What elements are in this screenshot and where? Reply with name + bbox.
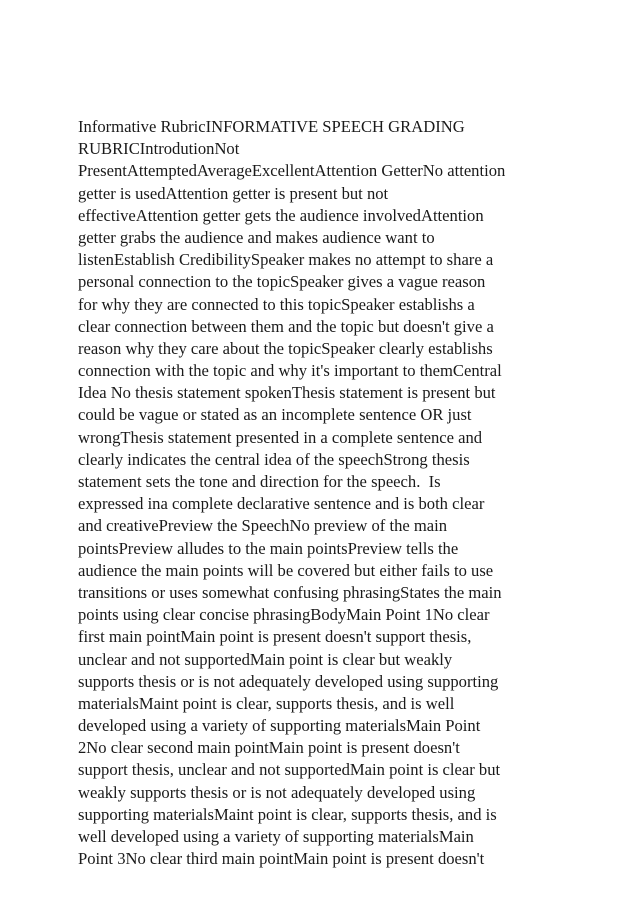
text-line: effectiveAttention getter gets the audience involvedAttention [78,205,484,225]
text-line: unclear and not supportedMain point is clear but weakly [78,649,453,669]
text-line: 2No clear second main pointMain point is present doesn't [78,738,460,758]
text-line: clearly indicates the central idea of the speechStrong thesis [78,449,470,469]
text-line: supports thesis or is not adequately developed using supporting [78,671,499,691]
text-line: support thesis, unclear and not supportedMain point is clear but [78,760,501,780]
text-line: Point 3No clear third main pointMain point is present doesn't [78,849,485,869]
text-line: wrongThesis statement presented in a complete sentence and [78,427,483,447]
text-line: PresentAttemptedAverageExcellentAttention GetterNo attention [78,161,506,181]
text-line: expressed ina complete declarative sentence and is both clear [78,494,485,514]
text-line: statement sets the tone and direction for the speech. Is [78,472,441,491]
rubric-text-block [78,116,638,870]
text-line: connection with the topic and why it's important to themCentral [78,361,502,381]
text-line: points using clear concise phrasingBodyMain Point 1No clear [78,605,490,625]
text-line: listenEstablish CredibilitySpeaker makes no attempt to share a [78,250,494,270]
text-line: well developed using a variety of supporting materialsMain [78,827,474,846]
text-line: first main pointMain point is present doesn't support thesis, [78,627,472,647]
text-line: RUBRICIntrodutionNot [78,139,240,159]
text-line: for why they are connected to this topicSpeaker establishs a [78,294,475,314]
text-line: getter grabs the audience and makes audience want to [78,227,435,247]
text-line: clear connection between them and the topic but doesn't give a [78,316,494,336]
text-line: reason why they care about the topicSpeaker clearly establishs [78,338,493,358]
text-line: pointsPreview alludes to the main pointsPreview tells the [78,538,459,558]
text-line: could be vague or stated as an incomplete sentence OR just [78,405,472,425]
text-line: transitions or uses somewhat confusing phrasingStates the main [78,582,502,602]
text-line: materialsMaint point is clear, supports thesis, and is well [78,693,455,713]
text-line: Informative RubricINFORMATIVE SPEECH GRADING [78,117,465,136]
text-line: Idea No thesis statement spokenThesis statement is present but [78,383,496,403]
text-line: supporting materialsMaint point is clear, supports thesis, and is [78,804,497,824]
text-line: getter is usedAttention getter is present but not [78,183,389,203]
text-line: developed using a variety of supporting materialsMain Point [78,716,481,736]
text-line: and creativePreview the SpeechNo preview of the main [78,516,448,536]
text-line: weakly supports thesis or is not adequately developed using [78,782,476,802]
text-line: personal connection to the topicSpeaker gives a vague reason [78,272,486,292]
text-line: audience the main points will be covered but either fails to use [78,560,494,580]
